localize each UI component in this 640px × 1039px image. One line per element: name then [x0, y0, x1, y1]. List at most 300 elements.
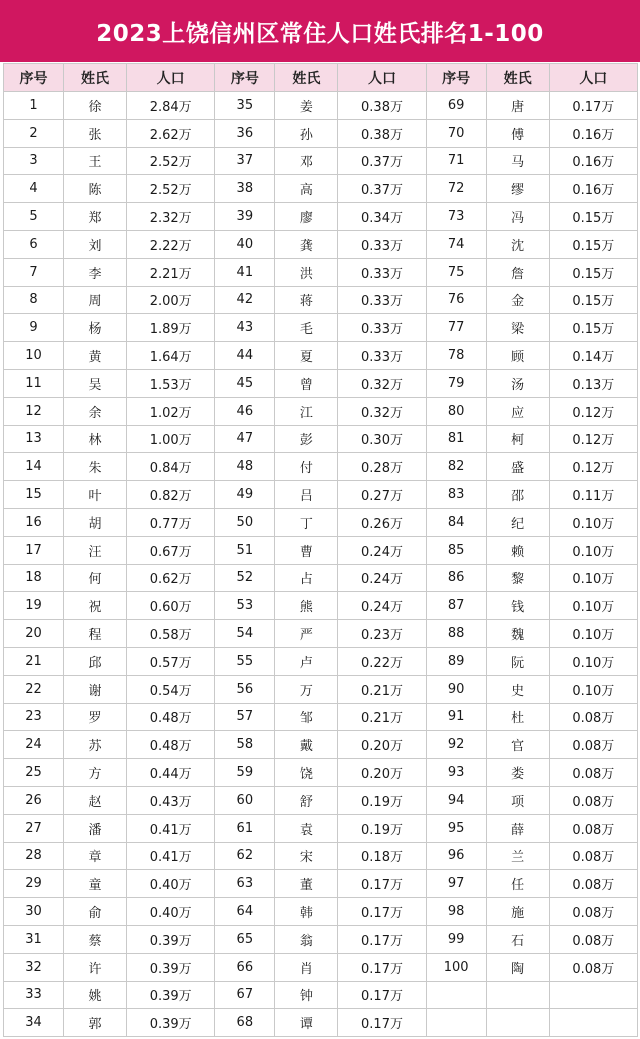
rank-cell: 69 [426, 92, 486, 120]
surname-cell: 舒 [275, 786, 338, 814]
population-cell: 0.08万 [549, 870, 637, 898]
rank-cell: 32 [4, 953, 64, 981]
surname-cell: 孙 [275, 119, 338, 147]
rank-cell: 79 [426, 369, 486, 397]
surname-cell: 林 [64, 425, 127, 453]
rank-cell: 46 [215, 397, 275, 425]
population-cell: 0.10万 [549, 508, 637, 536]
population-cell: 0.17万 [338, 981, 426, 1009]
population-cell: 0.39万 [127, 925, 215, 953]
table-row [4, 703, 638, 731]
population-cell: 0.13万 [549, 369, 637, 397]
population-cell: 1.89万 [127, 314, 215, 342]
rank-cell: 88 [426, 620, 486, 648]
population-cell: 2.21万 [127, 258, 215, 286]
rank-cell: 20 [4, 620, 64, 648]
rank-cell: 16 [4, 508, 64, 536]
rank-cell: 84 [426, 508, 486, 536]
surname-cell: 蒋 [275, 286, 338, 314]
table-row [4, 953, 638, 981]
table-row [4, 759, 638, 787]
surname-cell: 高 [275, 175, 338, 203]
surname-cell: 詹 [486, 258, 549, 286]
surname-cell: 赖 [486, 536, 549, 564]
rank-cell: 87 [426, 592, 486, 620]
population-cell: 0.19万 [338, 786, 426, 814]
rank-cell: 12 [4, 397, 64, 425]
population-cell: 0.08万 [549, 759, 637, 787]
table-row [4, 647, 638, 675]
surname-cell: 祝 [64, 592, 127, 620]
rank-cell: 56 [215, 675, 275, 703]
population-cell: 0.17万 [549, 92, 637, 120]
population-cell: 0.37万 [338, 147, 426, 175]
population-cell: 0.62万 [127, 564, 215, 592]
surname-cell: 朱 [64, 453, 127, 481]
population-cell: 0.10万 [549, 592, 637, 620]
header-surname: 姓氏 [275, 64, 338, 92]
surname-cell: 董 [275, 870, 338, 898]
population-cell: 0.08万 [549, 925, 637, 953]
population-cell: 0.15万 [549, 230, 637, 258]
rank-cell: 65 [215, 925, 275, 953]
rank-cell: 19 [4, 592, 64, 620]
rank-cell: 74 [426, 230, 486, 258]
surname-cell: 郭 [64, 1009, 127, 1037]
header-population: 人口 [338, 64, 426, 92]
population-cell: 0.12万 [549, 425, 637, 453]
rank-cell: 30 [4, 898, 64, 926]
surname-cell: 任 [486, 870, 549, 898]
rank-cell: 40 [215, 230, 275, 258]
rank-cell: 21 [4, 647, 64, 675]
rank-cell: 4 [4, 175, 64, 203]
population-cell: 1.00万 [127, 425, 215, 453]
rank-cell: 39 [215, 203, 275, 231]
rank-cell: 5 [4, 203, 64, 231]
rank-cell: 36 [215, 119, 275, 147]
surname-cell: 兰 [486, 842, 549, 870]
population-cell: 0.84万 [127, 453, 215, 481]
rank-cell: 51 [215, 536, 275, 564]
population-cell: 0.08万 [549, 703, 637, 731]
population-cell: 0.77万 [127, 508, 215, 536]
table-row [4, 842, 638, 870]
surname-cell: 袁 [275, 814, 338, 842]
population-cell: 0.15万 [549, 314, 637, 342]
surname-cell: 付 [275, 453, 338, 481]
surname-cell: 黎 [486, 564, 549, 592]
table-row [4, 731, 638, 759]
population-cell: 0.33万 [338, 258, 426, 286]
surname-cell: 张 [64, 119, 127, 147]
population-cell: 0.10万 [549, 647, 637, 675]
rank-cell: 25 [4, 759, 64, 787]
surname-cell: 曾 [275, 369, 338, 397]
table-row [4, 147, 638, 175]
rank-cell: 31 [4, 925, 64, 953]
rank-cell: 43 [215, 314, 275, 342]
population-cell: 1.64万 [127, 342, 215, 370]
population-cell: 0.39万 [127, 1009, 215, 1037]
surname-cell: 程 [64, 620, 127, 648]
population-cell: 0.20万 [338, 759, 426, 787]
surname-cell: 阮 [486, 647, 549, 675]
population-cell: 0.37万 [338, 175, 426, 203]
rank-cell: 27 [4, 814, 64, 842]
rank-cell: 97 [426, 870, 486, 898]
table-row [4, 369, 638, 397]
population-cell: 0.17万 [338, 953, 426, 981]
table-row [4, 1009, 638, 1037]
rank-cell: 58 [215, 731, 275, 759]
rank-cell: 52 [215, 564, 275, 592]
population-cell: 0.08万 [549, 731, 637, 759]
surname-cell: 童 [64, 870, 127, 898]
surname-cell: 洪 [275, 258, 338, 286]
population-cell: 0.24万 [338, 536, 426, 564]
population-cell: 1.53万 [127, 369, 215, 397]
table-row [4, 397, 638, 425]
rank-cell: 44 [215, 342, 275, 370]
surname-cell: 杜 [486, 703, 549, 731]
surname-cell: 金 [486, 286, 549, 314]
population-cell: 0.16万 [549, 147, 637, 175]
header-rank: 序号 [215, 64, 275, 92]
population-cell: 0.32万 [338, 369, 426, 397]
table-row [4, 92, 638, 120]
surname-cell: 彭 [275, 425, 338, 453]
header-population: 人口 [127, 64, 215, 92]
table-row [4, 230, 638, 258]
table-row [4, 870, 638, 898]
table-row [4, 536, 638, 564]
surname-cell: 石 [486, 925, 549, 953]
population-cell: 0.26万 [338, 508, 426, 536]
rank-cell: 37 [215, 147, 275, 175]
population-cell: 0.48万 [127, 703, 215, 731]
rank-cell: 82 [426, 453, 486, 481]
rank-cell: 11 [4, 369, 64, 397]
rank-cell: 60 [215, 786, 275, 814]
surname-cell: 谭 [275, 1009, 338, 1037]
rank-cell: 91 [426, 703, 486, 731]
rank-cell: 42 [215, 286, 275, 314]
rank-cell: 66 [215, 953, 275, 981]
rank-cell: 86 [426, 564, 486, 592]
population-cell: 0.28万 [338, 453, 426, 481]
surname-cell: 沈 [486, 230, 549, 258]
surname-cell: 卢 [275, 647, 338, 675]
rank-cell: 80 [426, 397, 486, 425]
table-row [4, 620, 638, 648]
surname-cell: 汤 [486, 369, 549, 397]
population-cell: 0.21万 [338, 703, 426, 731]
surname-cell: 顾 [486, 342, 549, 370]
rank-cell: 35 [215, 92, 275, 120]
surname-cell: 陈 [64, 175, 127, 203]
population-cell: 0.34万 [338, 203, 426, 231]
table-row [4, 814, 638, 842]
surname-cell: 韩 [275, 898, 338, 926]
surname-cell: 方 [64, 759, 127, 787]
surname-cell: 吴 [64, 369, 127, 397]
surname-cell: 魏 [486, 620, 549, 648]
rank-cell: 68 [215, 1009, 275, 1037]
population-cell: 0.39万 [127, 953, 215, 981]
surname-cell: 俞 [64, 898, 127, 926]
population-cell: 0.41万 [127, 842, 215, 870]
surname-cell: 王 [64, 147, 127, 175]
population-cell: 0.08万 [549, 898, 637, 926]
population-cell: 0.08万 [549, 953, 637, 981]
surname-cell: 宋 [275, 842, 338, 870]
population-cell: 0.40万 [127, 870, 215, 898]
surname-cell: 江 [275, 397, 338, 425]
rank-cell: 99 [426, 925, 486, 953]
surname-cell: 万 [275, 675, 338, 703]
table-row [4, 925, 638, 953]
surname-cell: 应 [486, 397, 549, 425]
population-cell: 0.43万 [127, 786, 215, 814]
surname-cell: 余 [64, 397, 127, 425]
rank-cell: 98 [426, 898, 486, 926]
population-cell: 0.38万 [338, 119, 426, 147]
rank-cell: 72 [426, 175, 486, 203]
rank-cell: 62 [215, 842, 275, 870]
population-cell: 0.60万 [127, 592, 215, 620]
population-cell: 0.54万 [127, 675, 215, 703]
surname-cell: 龚 [275, 230, 338, 258]
population-cell [549, 1009, 637, 1037]
header-rank: 序号 [4, 64, 64, 92]
rank-cell: 22 [4, 675, 64, 703]
population-cell: 0.24万 [338, 564, 426, 592]
population-cell: 0.33万 [338, 314, 426, 342]
surname-cell: 夏 [275, 342, 338, 370]
rank-cell: 45 [215, 369, 275, 397]
surname-cell [486, 1009, 549, 1037]
table-row [4, 564, 638, 592]
table-row [4, 898, 638, 926]
surname-cell: 罗 [64, 703, 127, 731]
surname-cell: 陶 [486, 953, 549, 981]
rank-cell: 53 [215, 592, 275, 620]
population-cell: 0.48万 [127, 731, 215, 759]
population-cell: 0.44万 [127, 759, 215, 787]
population-cell: 0.16万 [549, 119, 637, 147]
population-cell: 0.12万 [549, 397, 637, 425]
surname-cell: 汪 [64, 536, 127, 564]
header-population: 人口 [549, 64, 637, 92]
population-cell: 0.08万 [549, 814, 637, 842]
surname-cell: 何 [64, 564, 127, 592]
surname-cell: 缪 [486, 175, 549, 203]
population-cell: 0.10万 [549, 620, 637, 648]
rank-cell: 48 [215, 453, 275, 481]
table-row [4, 786, 638, 814]
surname-cell: 官 [486, 731, 549, 759]
rank-cell: 1 [4, 92, 64, 120]
surname-cell: 盛 [486, 453, 549, 481]
surname-cell: 邓 [275, 147, 338, 175]
population-cell: 0.20万 [338, 731, 426, 759]
population-cell: 0.10万 [549, 675, 637, 703]
table-row [4, 119, 638, 147]
rank-cell [426, 1009, 486, 1037]
surname-cell: 项 [486, 786, 549, 814]
surname-ranking-table [3, 63, 638, 1037]
rank-cell: 63 [215, 870, 275, 898]
surname-cell: 史 [486, 675, 549, 703]
population-cell: 2.22万 [127, 230, 215, 258]
rank-cell: 64 [215, 898, 275, 926]
rank-cell: 3 [4, 147, 64, 175]
population-cell: 0.39万 [127, 981, 215, 1009]
rank-cell: 96 [426, 842, 486, 870]
surname-cell: 徐 [64, 92, 127, 120]
table-row [4, 508, 638, 536]
population-cell: 0.38万 [338, 92, 426, 120]
population-cell: 2.00万 [127, 286, 215, 314]
surname-cell: 纪 [486, 508, 549, 536]
surname-cell: 黄 [64, 342, 127, 370]
rank-cell [426, 981, 486, 1009]
table-row [4, 592, 638, 620]
surname-cell: 钱 [486, 592, 549, 620]
population-cell: 0.21万 [338, 675, 426, 703]
rank-cell: 75 [426, 258, 486, 286]
surname-cell: 郑 [64, 203, 127, 231]
population-cell: 2.52万 [127, 147, 215, 175]
population-cell: 0.24万 [338, 592, 426, 620]
population-cell: 2.84万 [127, 92, 215, 120]
rank-cell: 2 [4, 119, 64, 147]
surname-cell: 翁 [275, 925, 338, 953]
surname-cell: 马 [486, 147, 549, 175]
population-cell: 1.02万 [127, 397, 215, 425]
surname-cell: 邹 [275, 703, 338, 731]
population-cell: 0.58万 [127, 620, 215, 648]
surname-cell: 蔡 [64, 925, 127, 953]
rank-cell: 92 [426, 731, 486, 759]
population-cell: 0.17万 [338, 898, 426, 926]
table-row [4, 981, 638, 1009]
surname-cell: 严 [275, 620, 338, 648]
rank-cell: 71 [426, 147, 486, 175]
surname-cell: 谢 [64, 675, 127, 703]
population-cell: 0.32万 [338, 397, 426, 425]
surname-cell: 叶 [64, 481, 127, 509]
surname-cell: 施 [486, 898, 549, 926]
rank-cell: 15 [4, 481, 64, 509]
population-cell: 0.15万 [549, 203, 637, 231]
rank-cell: 17 [4, 536, 64, 564]
population-cell: 0.11万 [549, 481, 637, 509]
rank-cell: 28 [4, 842, 64, 870]
population-cell: 0.10万 [549, 536, 637, 564]
surname-cell: 邱 [64, 647, 127, 675]
rank-cell: 83 [426, 481, 486, 509]
population-cell: 0.08万 [549, 842, 637, 870]
population-cell: 0.15万 [549, 286, 637, 314]
rank-cell: 9 [4, 314, 64, 342]
rank-cell: 55 [215, 647, 275, 675]
population-cell: 0.30万 [338, 425, 426, 453]
rank-cell: 77 [426, 314, 486, 342]
rank-cell: 10 [4, 342, 64, 370]
rank-cell: 70 [426, 119, 486, 147]
rank-cell: 18 [4, 564, 64, 592]
population-cell: 2.32万 [127, 203, 215, 231]
rank-cell: 14 [4, 453, 64, 481]
surname-cell: 姜 [275, 92, 338, 120]
header-rank: 序号 [426, 64, 486, 92]
surname-cell: 钟 [275, 981, 338, 1009]
surname-cell: 占 [275, 564, 338, 592]
surname-cell: 许 [64, 953, 127, 981]
surname-cell: 苏 [64, 731, 127, 759]
population-cell: 2.62万 [127, 119, 215, 147]
rank-cell: 7 [4, 258, 64, 286]
rank-cell: 8 [4, 286, 64, 314]
surname-cell: 唐 [486, 92, 549, 120]
population-cell: 0.08万 [549, 786, 637, 814]
population-cell: 0.17万 [338, 870, 426, 898]
rank-cell: 50 [215, 508, 275, 536]
rank-cell: 59 [215, 759, 275, 787]
rank-cell: 41 [215, 258, 275, 286]
rank-cell: 76 [426, 286, 486, 314]
rank-cell: 81 [426, 425, 486, 453]
population-cell: 0.41万 [127, 814, 215, 842]
table-row [4, 481, 638, 509]
population-cell: 0.14万 [549, 342, 637, 370]
surname-cell: 熊 [275, 592, 338, 620]
surname-cell: 饶 [275, 759, 338, 787]
rank-cell: 26 [4, 786, 64, 814]
rank-cell: 34 [4, 1009, 64, 1037]
table-row [4, 342, 638, 370]
surname-cell: 冯 [486, 203, 549, 231]
surname-cell: 娄 [486, 759, 549, 787]
population-cell: 2.52万 [127, 175, 215, 203]
rank-cell: 13 [4, 425, 64, 453]
surname-cell: 邵 [486, 481, 549, 509]
rank-cell: 6 [4, 230, 64, 258]
surname-cell: 毛 [275, 314, 338, 342]
population-cell: 0.15万 [549, 258, 637, 286]
rank-cell: 29 [4, 870, 64, 898]
surname-cell: 廖 [275, 203, 338, 231]
population-cell: 0.22万 [338, 647, 426, 675]
surname-cell: 杨 [64, 314, 127, 342]
rank-cell: 61 [215, 814, 275, 842]
rank-cell: 78 [426, 342, 486, 370]
surname-cell: 周 [64, 286, 127, 314]
table-row [4, 675, 638, 703]
rank-cell: 93 [426, 759, 486, 787]
population-cell: 0.12万 [549, 453, 637, 481]
population-cell: 0.82万 [127, 481, 215, 509]
surname-cell: 戴 [275, 731, 338, 759]
rank-cell: 85 [426, 536, 486, 564]
rank-cell: 89 [426, 647, 486, 675]
rank-cell: 54 [215, 620, 275, 648]
surname-cell: 薛 [486, 814, 549, 842]
rank-cell: 23 [4, 703, 64, 731]
surname-cell: 梁 [486, 314, 549, 342]
